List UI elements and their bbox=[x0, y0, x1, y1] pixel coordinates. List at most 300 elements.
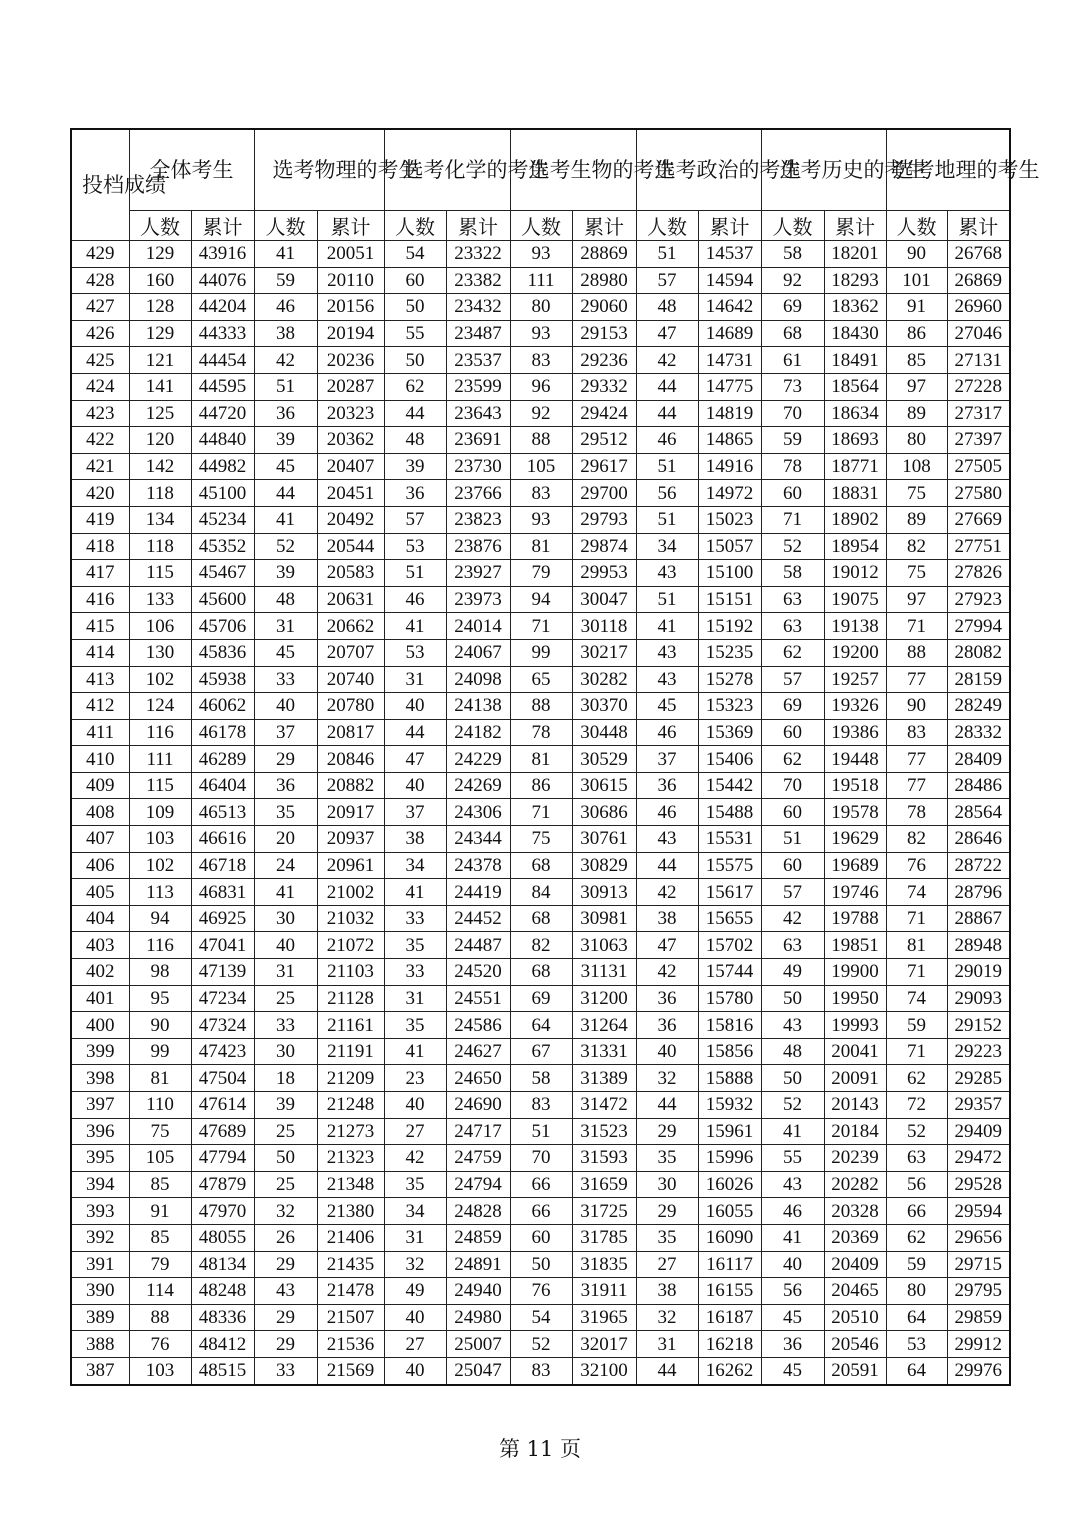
count-cell: 115 bbox=[129, 772, 191, 799]
cumulative-cell: 24627 bbox=[446, 1038, 510, 1065]
count-cell: 51 bbox=[636, 586, 698, 613]
cumulative-cell: 24650 bbox=[446, 1065, 510, 1092]
count-cell: 36 bbox=[636, 772, 698, 799]
cumulative-cell: 30448 bbox=[572, 719, 636, 746]
cumulative-cell: 32100 bbox=[572, 1357, 636, 1384]
count-cell: 78 bbox=[761, 453, 824, 480]
count-cell: 113 bbox=[129, 879, 191, 906]
count-cell: 99 bbox=[129, 1038, 191, 1065]
cumulative-cell: 21478 bbox=[317, 1278, 384, 1305]
cumulative-cell: 24980 bbox=[446, 1304, 510, 1331]
count-cell: 41 bbox=[384, 1038, 446, 1065]
count-cell: 80 bbox=[510, 294, 572, 321]
count-cell: 44 bbox=[384, 400, 446, 427]
count-cell: 58 bbox=[761, 560, 824, 587]
cumulative-cell: 29236 bbox=[572, 347, 636, 374]
count-cell: 66 bbox=[886, 1198, 947, 1225]
table-row bbox=[71, 453, 1010, 480]
cumulative-cell: 23487 bbox=[446, 320, 510, 347]
cumulative-cell: 15744 bbox=[698, 959, 761, 986]
cumulative-cell: 30529 bbox=[572, 746, 636, 773]
cumulative-cell: 19386 bbox=[824, 719, 886, 746]
cumulative-cell: 30829 bbox=[572, 852, 636, 879]
count-cell: 38 bbox=[636, 1278, 698, 1305]
count-cell: 25 bbox=[254, 1118, 317, 1145]
cumulative-cell: 18693 bbox=[824, 427, 886, 454]
cumulative-cell: 23322 bbox=[446, 241, 510, 268]
score-cell: 389 bbox=[71, 1304, 129, 1331]
score-cell: 422 bbox=[71, 427, 129, 454]
cumulative-cell: 27826 bbox=[947, 560, 1010, 587]
count-cell: 103 bbox=[129, 826, 191, 853]
count-cell: 68 bbox=[510, 905, 572, 932]
cumulative-cell: 29700 bbox=[572, 480, 636, 507]
count-cell: 108 bbox=[886, 453, 947, 480]
count-cell: 79 bbox=[129, 1251, 191, 1278]
table-row bbox=[71, 1357, 1010, 1384]
header-row-groups bbox=[71, 129, 1010, 211]
cumulative-cell: 18902 bbox=[824, 506, 886, 533]
cumulative-cell: 27505 bbox=[947, 453, 1010, 480]
count-cell: 44 bbox=[384, 719, 446, 746]
cumulative-cell: 18491 bbox=[824, 347, 886, 374]
cumulative-cell: 20546 bbox=[824, 1331, 886, 1358]
score-cell: 423 bbox=[71, 400, 129, 427]
count-cell: 57 bbox=[761, 879, 824, 906]
cumulative-cell: 14865 bbox=[698, 427, 761, 454]
count-cell: 31 bbox=[636, 1331, 698, 1358]
score-cell: 390 bbox=[71, 1278, 129, 1305]
count-cell: 141 bbox=[129, 373, 191, 400]
cumulative-cell: 29715 bbox=[947, 1251, 1010, 1278]
cumulative-cell: 24717 bbox=[446, 1118, 510, 1145]
count-cell: 51 bbox=[384, 560, 446, 587]
group-header-biology: 选考生物的考生 bbox=[510, 129, 636, 211]
cumulative-header: 累计 bbox=[947, 211, 1010, 241]
count-cell: 43 bbox=[636, 560, 698, 587]
count-cell: 63 bbox=[761, 586, 824, 613]
cumulative-cell: 44595 bbox=[191, 373, 254, 400]
cumulative-cell: 29594 bbox=[947, 1198, 1010, 1225]
cumulative-cell: 18201 bbox=[824, 241, 886, 268]
count-cell: 31 bbox=[254, 959, 317, 986]
count-cell: 42 bbox=[636, 959, 698, 986]
count-cell: 82 bbox=[510, 932, 572, 959]
cumulative-cell: 45600 bbox=[191, 586, 254, 613]
count-cell: 58 bbox=[761, 241, 824, 268]
count-cell: 83 bbox=[510, 347, 572, 374]
cumulative-cell: 15278 bbox=[698, 666, 761, 693]
cumulative-cell: 20882 bbox=[317, 772, 384, 799]
count-cell: 49 bbox=[761, 959, 824, 986]
cumulative-cell: 48336 bbox=[191, 1304, 254, 1331]
cumulative-header: 累计 bbox=[446, 211, 510, 241]
count-cell: 60 bbox=[761, 719, 824, 746]
count-cell: 109 bbox=[129, 799, 191, 826]
cumulative-cell: 19578 bbox=[824, 799, 886, 826]
count-cell: 51 bbox=[761, 826, 824, 853]
score-cell: 394 bbox=[71, 1171, 129, 1198]
count-cell: 32 bbox=[384, 1251, 446, 1278]
count-cell: 74 bbox=[886, 985, 947, 1012]
count-cell: 56 bbox=[886, 1171, 947, 1198]
cumulative-cell: 31331 bbox=[572, 1038, 636, 1065]
count-cell: 115 bbox=[129, 560, 191, 587]
count-cell: 55 bbox=[761, 1145, 824, 1172]
cumulative-cell: 48055 bbox=[191, 1224, 254, 1251]
cumulative-cell: 14819 bbox=[698, 400, 761, 427]
count-cell: 40 bbox=[384, 693, 446, 720]
cumulative-cell: 18831 bbox=[824, 480, 886, 507]
count-cell: 90 bbox=[886, 693, 947, 720]
count-cell: 41 bbox=[254, 506, 317, 533]
count-cell: 105 bbox=[129, 1145, 191, 1172]
count-cell: 60 bbox=[510, 1224, 572, 1251]
cumulative-cell: 20362 bbox=[317, 427, 384, 454]
count-cell: 43 bbox=[761, 1012, 824, 1039]
cumulative-cell: 47794 bbox=[191, 1145, 254, 1172]
cumulative-cell: 47041 bbox=[191, 932, 254, 959]
count-cell: 129 bbox=[129, 320, 191, 347]
count-cell: 43 bbox=[761, 1171, 824, 1198]
cumulative-cell: 20740 bbox=[317, 666, 384, 693]
cumulative-cell: 44454 bbox=[191, 347, 254, 374]
cumulative-header: 累计 bbox=[191, 211, 254, 241]
count-cell: 36 bbox=[254, 400, 317, 427]
cumulative-header: 累计 bbox=[317, 211, 384, 241]
count-cell: 32 bbox=[636, 1065, 698, 1092]
count-cell: 43 bbox=[636, 826, 698, 853]
score-cell: 400 bbox=[71, 1012, 129, 1039]
count-cell: 41 bbox=[254, 879, 317, 906]
count-cell: 77 bbox=[886, 772, 947, 799]
score-cell: 408 bbox=[71, 799, 129, 826]
cumulative-cell: 47879 bbox=[191, 1171, 254, 1198]
table-body bbox=[71, 241, 1010, 1385]
count-cell: 52 bbox=[761, 533, 824, 560]
cumulative-cell: 29953 bbox=[572, 560, 636, 587]
count-cell: 89 bbox=[886, 400, 947, 427]
count-cell: 34 bbox=[384, 852, 446, 879]
cumulative-cell: 20369 bbox=[824, 1224, 886, 1251]
count-cell: 37 bbox=[636, 746, 698, 773]
cumulative-cell: 15932 bbox=[698, 1092, 761, 1119]
cumulative-cell: 16117 bbox=[698, 1251, 761, 1278]
cumulative-cell: 20465 bbox=[824, 1278, 886, 1305]
score-header: 投档成绩 bbox=[71, 129, 129, 241]
count-cell: 83 bbox=[886, 719, 947, 746]
score-cell: 397 bbox=[71, 1092, 129, 1119]
cumulative-cell: 15406 bbox=[698, 746, 761, 773]
score-cell: 412 bbox=[71, 693, 129, 720]
cumulative-cell: 28564 bbox=[947, 799, 1010, 826]
cumulative-cell: 28409 bbox=[947, 746, 1010, 773]
cumulative-cell: 29285 bbox=[947, 1065, 1010, 1092]
cumulative-cell: 30913 bbox=[572, 879, 636, 906]
count-cell: 88 bbox=[510, 427, 572, 454]
cumulative-cell: 44204 bbox=[191, 294, 254, 321]
count-cell: 59 bbox=[761, 427, 824, 454]
cumulative-cell: 28159 bbox=[947, 666, 1010, 693]
cumulative-cell: 46062 bbox=[191, 693, 254, 720]
cumulative-cell: 15442 bbox=[698, 772, 761, 799]
count-cell: 69 bbox=[510, 985, 572, 1012]
count-cell: 46 bbox=[254, 294, 317, 321]
cumulative-cell: 15961 bbox=[698, 1118, 761, 1145]
score-cell: 415 bbox=[71, 613, 129, 640]
count-cell: 111 bbox=[510, 267, 572, 294]
table-row bbox=[71, 1224, 1010, 1251]
count-cell: 77 bbox=[886, 666, 947, 693]
cumulative-cell: 46616 bbox=[191, 826, 254, 853]
count-cell: 62 bbox=[761, 639, 824, 666]
count-cell: 102 bbox=[129, 666, 191, 693]
count-cell: 66 bbox=[510, 1198, 572, 1225]
count-cell: 52 bbox=[761, 1092, 824, 1119]
score-cell: 409 bbox=[71, 772, 129, 799]
group-header-chemistry: 选考化学的考生 bbox=[384, 129, 510, 211]
cumulative-cell: 14537 bbox=[698, 241, 761, 268]
cumulative-cell: 24378 bbox=[446, 852, 510, 879]
cumulative-cell: 20917 bbox=[317, 799, 384, 826]
score-cell: 425 bbox=[71, 347, 129, 374]
cumulative-cell: 47139 bbox=[191, 959, 254, 986]
count-cell: 96 bbox=[510, 373, 572, 400]
cumulative-cell: 15856 bbox=[698, 1038, 761, 1065]
table-row bbox=[71, 826, 1010, 853]
count-cell: 48 bbox=[636, 294, 698, 321]
count-cell: 32 bbox=[636, 1304, 698, 1331]
score-cell: 406 bbox=[71, 852, 129, 879]
cumulative-cell: 30118 bbox=[572, 613, 636, 640]
cumulative-cell: 29859 bbox=[947, 1304, 1010, 1331]
count-cell: 59 bbox=[886, 1251, 947, 1278]
table-row bbox=[71, 1038, 1010, 1065]
cumulative-cell: 14689 bbox=[698, 320, 761, 347]
cumulative-cell: 20239 bbox=[824, 1145, 886, 1172]
cumulative-cell: 23876 bbox=[446, 533, 510, 560]
cumulative-cell: 15023 bbox=[698, 506, 761, 533]
count-cell: 71 bbox=[886, 1038, 947, 1065]
table-row bbox=[71, 1171, 1010, 1198]
cumulative-cell: 15369 bbox=[698, 719, 761, 746]
score-cell: 427 bbox=[71, 294, 129, 321]
cumulative-cell: 29617 bbox=[572, 453, 636, 480]
count-cell: 129 bbox=[129, 241, 191, 268]
table-row bbox=[71, 1251, 1010, 1278]
cumulative-cell: 19075 bbox=[824, 586, 886, 613]
cumulative-cell: 15888 bbox=[698, 1065, 761, 1092]
cumulative-cell: 20780 bbox=[317, 693, 384, 720]
cumulative-cell: 23823 bbox=[446, 506, 510, 533]
count-cell: 67 bbox=[510, 1038, 572, 1065]
count-cell: 80 bbox=[886, 1278, 947, 1305]
count-cell: 42 bbox=[636, 347, 698, 374]
count-cell: 101 bbox=[886, 267, 947, 294]
cumulative-cell: 44076 bbox=[191, 267, 254, 294]
score-cell: 398 bbox=[71, 1065, 129, 1092]
count-cell: 35 bbox=[636, 1224, 698, 1251]
count-cell: 34 bbox=[384, 1198, 446, 1225]
cumulative-cell: 24794 bbox=[446, 1171, 510, 1198]
cumulative-cell: 15192 bbox=[698, 613, 761, 640]
cumulative-cell: 28980 bbox=[572, 267, 636, 294]
count-cell: 39 bbox=[254, 427, 317, 454]
score-cell: 418 bbox=[71, 533, 129, 560]
cumulative-cell: 46831 bbox=[191, 879, 254, 906]
cumulative-cell: 28796 bbox=[947, 879, 1010, 906]
count-cell: 125 bbox=[129, 400, 191, 427]
count-cell: 41 bbox=[254, 241, 317, 268]
group-header-politics: 选考政治的考生 bbox=[636, 129, 761, 211]
count-cell: 94 bbox=[129, 905, 191, 932]
count-cell: 40 bbox=[384, 1304, 446, 1331]
cumulative-cell: 31835 bbox=[572, 1251, 636, 1278]
count-cell: 81 bbox=[886, 932, 947, 959]
cumulative-cell: 31785 bbox=[572, 1224, 636, 1251]
cumulative-cell: 14642 bbox=[698, 294, 761, 321]
cumulative-header: 累计 bbox=[572, 211, 636, 241]
count-cell: 50 bbox=[761, 1065, 824, 1092]
count-cell: 43 bbox=[636, 666, 698, 693]
cumulative-cell: 19518 bbox=[824, 772, 886, 799]
table-row bbox=[71, 639, 1010, 666]
cumulative-cell: 29976 bbox=[947, 1357, 1010, 1384]
cumulative-cell: 48412 bbox=[191, 1331, 254, 1358]
cumulative-cell: 15057 bbox=[698, 533, 761, 560]
cumulative-cell: 23730 bbox=[446, 453, 510, 480]
count-cell: 40 bbox=[384, 1357, 446, 1384]
cumulative-cell: 24551 bbox=[446, 985, 510, 1012]
cumulative-cell: 19746 bbox=[824, 879, 886, 906]
cumulative-cell: 47423 bbox=[191, 1038, 254, 1065]
count-cell: 44 bbox=[636, 1092, 698, 1119]
cumulative-cell: 29512 bbox=[572, 427, 636, 454]
count-cell: 40 bbox=[254, 932, 317, 959]
cumulative-cell: 20143 bbox=[824, 1092, 886, 1119]
cumulative-cell: 45234 bbox=[191, 506, 254, 533]
cumulative-cell: 20184 bbox=[824, 1118, 886, 1145]
score-cell: 410 bbox=[71, 746, 129, 773]
cumulative-cell: 27228 bbox=[947, 373, 1010, 400]
cumulative-cell: 24828 bbox=[446, 1198, 510, 1225]
cumulative-cell: 20510 bbox=[824, 1304, 886, 1331]
cumulative-cell: 20961 bbox=[317, 852, 384, 879]
count-cell: 52 bbox=[886, 1118, 947, 1145]
cumulative-cell: 20631 bbox=[317, 586, 384, 613]
group-header-history: 选考历史的考生 bbox=[761, 129, 886, 211]
cumulative-cell: 31264 bbox=[572, 1012, 636, 1039]
table-row bbox=[71, 932, 1010, 959]
table-row bbox=[71, 373, 1010, 400]
count-cell: 41 bbox=[384, 879, 446, 906]
score-cell: 417 bbox=[71, 560, 129, 587]
count-cell: 49 bbox=[384, 1278, 446, 1305]
cumulative-cell: 24067 bbox=[446, 639, 510, 666]
count-cell: 27 bbox=[636, 1251, 698, 1278]
cumulative-cell: 24891 bbox=[446, 1251, 510, 1278]
cumulative-cell: 21248 bbox=[317, 1092, 384, 1119]
count-cell: 97 bbox=[886, 586, 947, 613]
count-cell: 56 bbox=[761, 1278, 824, 1305]
cumulative-cell: 19689 bbox=[824, 852, 886, 879]
count-cell: 33 bbox=[384, 905, 446, 932]
count-cell: 120 bbox=[129, 427, 191, 454]
cumulative-cell: 47614 bbox=[191, 1092, 254, 1119]
count-cell: 88 bbox=[510, 693, 572, 720]
table-row bbox=[71, 294, 1010, 321]
count-cell: 44 bbox=[254, 480, 317, 507]
count-cell: 84 bbox=[510, 879, 572, 906]
cumulative-cell: 15996 bbox=[698, 1145, 761, 1172]
cumulative-cell: 21507 bbox=[317, 1304, 384, 1331]
count-cell: 68 bbox=[510, 852, 572, 879]
cumulative-cell: 23599 bbox=[446, 373, 510, 400]
table-row bbox=[71, 1012, 1010, 1039]
count-cell: 80 bbox=[886, 427, 947, 454]
count-cell: 33 bbox=[254, 666, 317, 693]
count-cell: 44 bbox=[636, 852, 698, 879]
count-cell: 40 bbox=[384, 1092, 446, 1119]
cumulative-cell: 18362 bbox=[824, 294, 886, 321]
count-cell: 86 bbox=[510, 772, 572, 799]
cumulative-cell: 20583 bbox=[317, 560, 384, 587]
cumulative-cell: 46404 bbox=[191, 772, 254, 799]
cumulative-cell: 18771 bbox=[824, 453, 886, 480]
table-row bbox=[71, 666, 1010, 693]
cumulative-cell: 29223 bbox=[947, 1038, 1010, 1065]
count-header: 人数 bbox=[384, 211, 446, 241]
count-cell: 39 bbox=[254, 1092, 317, 1119]
cumulative-cell: 31725 bbox=[572, 1198, 636, 1225]
cumulative-cell: 18954 bbox=[824, 533, 886, 560]
cumulative-cell: 20323 bbox=[317, 400, 384, 427]
count-cell: 128 bbox=[129, 294, 191, 321]
count-cell: 40 bbox=[254, 693, 317, 720]
table-row bbox=[71, 1118, 1010, 1145]
cumulative-cell: 16090 bbox=[698, 1224, 761, 1251]
count-cell: 76 bbox=[886, 852, 947, 879]
cumulative-cell: 29060 bbox=[572, 294, 636, 321]
count-cell: 51 bbox=[510, 1118, 572, 1145]
count-cell: 27 bbox=[384, 1118, 446, 1145]
cumulative-cell: 43916 bbox=[191, 241, 254, 268]
cumulative-cell: 30370 bbox=[572, 693, 636, 720]
table-row bbox=[71, 719, 1010, 746]
count-cell: 59 bbox=[254, 267, 317, 294]
count-header: 人数 bbox=[254, 211, 317, 241]
table-row bbox=[71, 1331, 1010, 1358]
cumulative-cell: 30217 bbox=[572, 639, 636, 666]
count-cell: 76 bbox=[510, 1278, 572, 1305]
cumulative-cell: 21536 bbox=[317, 1331, 384, 1358]
cumulative-cell: 15655 bbox=[698, 905, 761, 932]
cumulative-cell: 28948 bbox=[947, 932, 1010, 959]
count-cell: 35 bbox=[636, 1145, 698, 1172]
count-cell: 46 bbox=[761, 1198, 824, 1225]
count-cell: 57 bbox=[384, 506, 446, 533]
cumulative-cell: 29472 bbox=[947, 1145, 1010, 1172]
table-row bbox=[71, 1145, 1010, 1172]
cumulative-cell: 15702 bbox=[698, 932, 761, 959]
count-cell: 36 bbox=[636, 1012, 698, 1039]
count-cell: 58 bbox=[510, 1065, 572, 1092]
count-cell: 91 bbox=[886, 294, 947, 321]
cumulative-cell: 28332 bbox=[947, 719, 1010, 746]
count-cell: 93 bbox=[510, 320, 572, 347]
cumulative-cell: 47234 bbox=[191, 985, 254, 1012]
score-cell: 420 bbox=[71, 480, 129, 507]
